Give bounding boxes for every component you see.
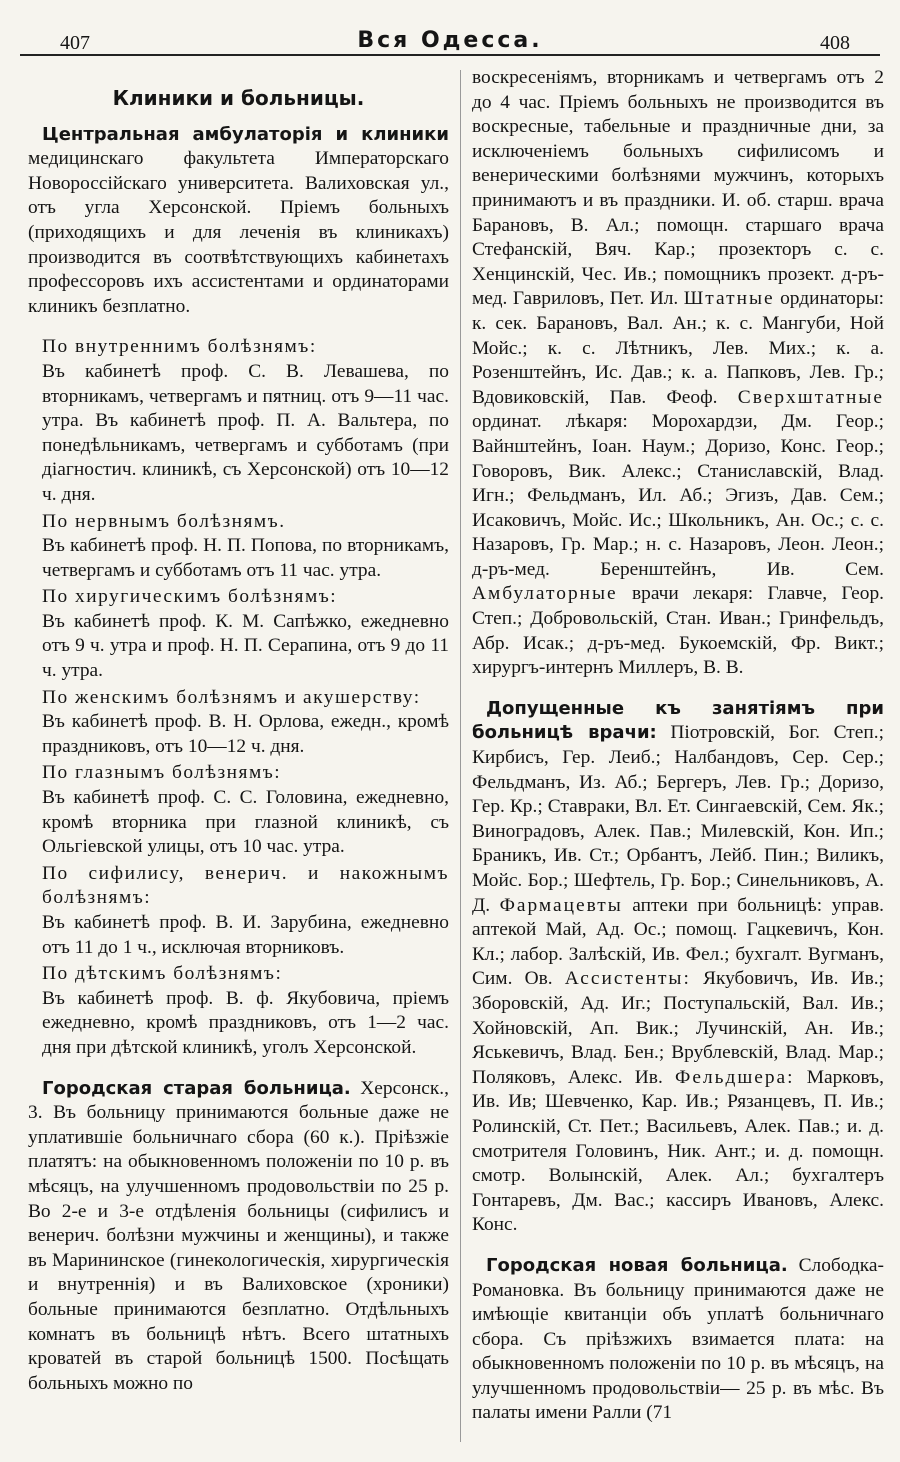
admitted-text-3: Якубовичъ, Ив. Ив.; Зборовскій, Ад. Иг.; Поступальскій, Вал. Ив.; Хойновскій, Ап. Вик.; Лучинскій, Ан. Ив.; Яськевичъ, Влад. Бен.; Врублевскій, Влад. Мар.; Поляковъ, Алекс. Ив. <box>472 968 884 1088</box>
admitted-paragraph <box>472 697 884 1238</box>
staff-heading-3: Амбулаторные <box>472 583 618 605</box>
running-header <box>20 14 880 56</box>
subhead-eye: По глазнымъ болѣзнямъ: <box>42 762 282 784</box>
page-number-left: 407 <box>60 32 90 54</box>
staff-heading-1: Штатные <box>683 288 775 310</box>
page-number-right: 408 <box>820 32 850 54</box>
amb-title: Центральная амбулаторія и клиники <box>42 123 449 145</box>
text-syphilis: Въ кабинетѣ проф. В. И. Зарубина, ежедневно отъ 11 до 1 ч., исключая вторниковъ. <box>42 912 449 958</box>
text-children: Въ кабинетѣ проф. В. ф. Якубовича, пріемъ ежедневно, кромѣ праздниковъ, отъ 1—2 час. дня при дѣтской клиникѣ, уголъ Херсонской. <box>42 987 449 1058</box>
subhead-internal: По внутреннимъ болѣзнямъ: <box>42 336 317 358</box>
text-eye: Въ кабинетѣ проф. С. С. Головина, ежедневно, кромѣ вторника при глазной клиникѣ, съ Ольгіевской улицы, отъ 10 час. утра. <box>42 787 449 858</box>
old-hospital-paragraph <box>28 1077 449 1397</box>
amb-paragraph <box>28 123 449 320</box>
staff-text-3: ординат. лѣкаря: Морохардзи, Дм. Геор.; Вайнштейнъ, Іоан. Наум.; Доризо, Конс. Геор.; Говоровъ, Вик. Алекс.; Станиславскій, Влад. Игн.; Фельдманъ, Ил. Аб.; Эгизъ, Дав. Сем.; Исаковичъ, Мойс. Ис.; Школьникъ, Ан. Ос.; с. с. Назаровъ, Гр. Мар.; н. с. Назаровъ, Леон. Леон.; д-ръ-мед. Беренштейнъ, Ив. Сем. <box>472 411 884 580</box>
column-divider <box>460 70 461 1442</box>
new-hospital-text: Слободка-Романовка. Въ больницу принимаются даже не имѣющіе квитанціи объ уплатѣ больничнаго сбора. Съ пріѣзжихъ взимается плата: на обыкновенномъ положеніи по 10 р. въ мѣсяцъ, на улучшенномъ продовольствіи— 25 р. въ мѣс. Въ палаты имени Ралли (71 <box>472 1254 884 1424</box>
subhead-nervous: По нервнымъ болѣзнямъ. <box>42 510 286 532</box>
admitted-text-1: Піотровскій, Бог. Степ.; Кирбисъ, Гер. Леиб.; Налбандовъ, Сер. Сер.; Фельдманъ, Из. Аб.; Бергеръ, Лев. Гр.; Доризо, Гер. Кр.; Ставраки, Вл. Ет. Сингаевскій, Сем. Як.; Виноградовъ, Алек. Пав.; Милевскій, Кон. Ип.; Браникъ, Ив. Ст.; Орбантъ, Лейб. Пин.; Виликъ, Мойс. Бор.; Шефтель, Гр. Бор.; Синельниковъ, А. Д. <box>472 722 884 916</box>
old-hospital-title: Городская старая больница. <box>42 1077 351 1099</box>
amb-text: медицинскаго факультета Императорскаго Новороссійскаго университета. Валиховская ул., отъ угла Херсонской. Пріемъ больныхъ (приходящихъ и для леченія въ клиникахъ) производится въ соотвѣтствующихъ кабинетахъ профессоровъ ихъ ассистентами и ординаторами клиникъ безплатно. <box>28 148 449 317</box>
admitted-title: Допущенные къ занятіямъ при больницѣ врачи: <box>472 697 884 744</box>
new-hospital-paragraph <box>472 1254 884 1426</box>
admitted-text-2: аптеки при больницѣ: управ. аптекой Май, Ад. Ос.; помощ. Гацкевичъ, Кон. Кл.; лабор. Залѣскій, Ив. Фел.; бухгалт. Вугманъ, Сим. Ов. <box>472 894 884 990</box>
assistants-heading: Ассистенты: <box>564 968 691 990</box>
left-column <box>28 86 449 1450</box>
staff-heading-2: Сверхштатные <box>737 386 884 408</box>
running-title: Вся Одесса. <box>357 28 543 53</box>
paramedics-heading: Фельдшера: <box>675 1066 795 1088</box>
staff-text-1: воскресеніямъ, вторникамъ и четвергамъ отъ 2 до 4 час. Пріемъ больныхъ не производится въ воскресные, табельные и праздничные дни, за исключеніемъ больныхъ сифилисомъ и венерическими болѣзнями мужчинъ, которыхъ принимаютъ и въ праздники. И. об. старш. врача Барановъ, В. Ал.; помощн. старшаго врача Стефанскій, Вяч. Кар.; прозекторъ с. с. Хенцинскій, Чес. Ив.; помощникъ прозект. д-ръ-мед. Гавриловъ, Пет. Ил. <box>472 67 884 310</box>
staff-text-2: ординаторы: к. сек. Барановъ, Вал. Ан.; к. с. Мангуби, Ной Мойс.; к. с. Лѣтникъ, Лев. Мих.; к. а. Розенштейнъ, Ис. Дав.; к. а. Папковъ, Лев. Гр.; Вдовиковскій, Пав. Феоф. <box>472 288 884 408</box>
subhead-children: По дѣтскимъ болѣзнямъ: <box>42 963 283 985</box>
pharmacists-heading: Фармацевты <box>499 894 623 916</box>
old-hospital-text: Херсонск., 3. Въ больницу принимаются больные даже не уплатившіе больничнаго сбора (60 к.). Пріѣзжіе платятъ: на обыкновенномъ положеніи по 10 р. въ мѣсяцъ, на улучшенномъ продовольствіи по 25 р. Во 2-е и 3-е отдѣленія больницы (сифилисъ и венерич. болѣзни мужчины и женщины), и также въ Марининское (гинекологическія, хирургическія и внутреннія) и въ Валиховское (хроники) больные принимаются безплатно. Отдѣльныхъ комнатъ въ больницѣ нѣтъ. Всего штатныхъ кроватей въ старой больницѣ 1500. Посѣщать больныхъ можно по <box>28 1077 449 1394</box>
text-internal: Въ кабинетѣ проф. С. В. Левашева, по вторникамъ, четвергамъ и пятниц. отъ 9—11 час. утра. Въ кабинетѣ проф. П. А. Вальтера, по понедѣльникамъ, четвергамъ и субботамъ (при діагностич. клиникѣ, съ Херсонской) отъ 10—12 ч. дня. <box>42 360 449 505</box>
staff-paragraph <box>472 66 884 681</box>
text-nervous: Въ кабинетѣ проф. Н. П. Попова, по вторникамъ, четвергамъ и субботамъ отъ 11 час. утра. <box>42 535 449 581</box>
new-hospital-title: Городская новая больница. <box>486 1254 788 1276</box>
text-surgical: Въ кабинетѣ проф. К. М. Сапѣжко, ежедневно отъ 9 ч. утра и проф. Н. П. Серапина, отъ 9 до 11 ч. утра. <box>42 610 449 682</box>
section-title: Клиники и больницы. <box>112 86 365 110</box>
right-column <box>472 66 884 1450</box>
subhead-surgical: По хиругическимъ болѣзнямъ: <box>42 586 338 608</box>
admitted-text-4: Марковъ, Ив. Ив; Шевченко, Кар. Ив.; Рязанцевъ, П. Ив.; Ролинскій, Ст. Пет.; Васильевъ, Алек. Пав.; и. д. смотрителя Головинъ, Ник. Ант.; и. д. помощн. смотр. Волынскій, Алек. Ал.; бухгалтеръ Гонтаревъ, Дм. Вас.; кассиръ Ивановъ, Алекс. Конс. <box>472 1066 884 1236</box>
staff-text-4: врачи лекаря: Главче, Геор. Степ.; Добровольскій, Стан. Иван.; Гринфельдъ, Абр. Исак.; д-ръ-мед. Букоемскій, Фр. Викт.; хирургъ-интернъ Миллеръ, В. В. <box>472 583 884 679</box>
subhead-syphilis: По сифилису, венерич. и накожнымъ болѣзнямъ: <box>42 862 449 909</box>
text-women: Въ кабинетѣ проф. В. Н. Орлова, ежедн., кромѣ праздниковъ, отъ 10—12 ч. дня. <box>42 711 449 757</box>
subhead-women: По женскимъ болѣзнямъ и акушерству: <box>42 686 421 708</box>
